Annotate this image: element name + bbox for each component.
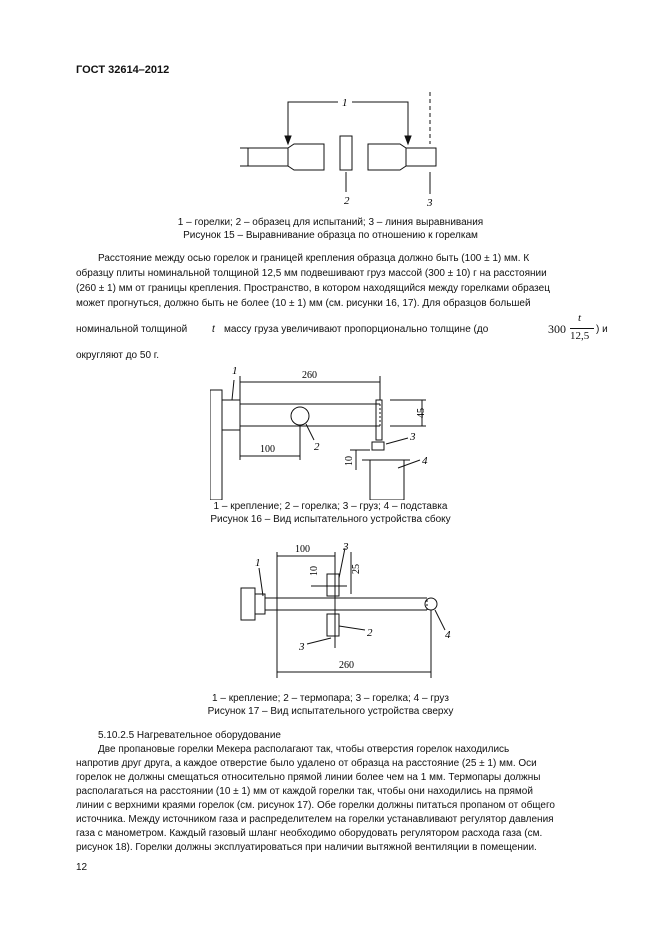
fig16-dim-100: 100: [260, 444, 275, 455]
figure-17-diagram: [235, 538, 465, 688]
line5-mid: массу груза увеличивают пропорционально толщине (до: [224, 324, 489, 335]
line5-variable: t: [212, 324, 215, 335]
paragraph-1-line-2: образцу плиты номинальной толщиной 12,5 мм подвешивают груз массой (300 ± 10) г на расстоянии: [76, 268, 547, 279]
figure-15-title: Рисунок 15 – Выравнивание образца по отношению к горелкам: [183, 230, 478, 241]
fig16-label-2: 2: [314, 441, 320, 453]
fig17-label-1: 1: [255, 557, 261, 569]
figure-16-title: Рисунок 16 – Вид испытательного устройства сбоку: [210, 514, 451, 525]
fig17-dim-10: 10: [309, 566, 320, 576]
document-header: ГОСТ 32614–2012: [76, 64, 170, 76]
formula-fraction-bar: [570, 328, 594, 329]
fig16-label-4: 4: [422, 455, 428, 467]
fig16-dim-45: 45: [416, 408, 427, 418]
paragraph-1-line-5: [76, 314, 616, 348]
section-heading: 5.10.2.5 Нагревательное оборудование: [98, 730, 281, 741]
fig15-label-3: 3: [427, 197, 433, 209]
paragraph-1-line-4: может прогнуться, должно быть не более (10 ± 1) мм (см. рисунки 16, 17). Для образцов большей: [76, 298, 531, 309]
fig17-dim-260: 260: [339, 660, 354, 671]
fig16-dim-260: 260: [302, 370, 317, 381]
section-line-3: горелок не должны смещаться относительно прямой линии более чем на 1 мм. Термопары должны: [76, 772, 541, 783]
fig17-dim-100: 100: [295, 544, 310, 555]
section-line-8: рисунок 18). Горелки должны эксплуатироваться при наличии вытяжной вентиляции в помещении.: [76, 842, 537, 853]
line5-end: ) и: [596, 324, 608, 335]
fig16-label-1: 1: [232, 365, 238, 377]
line5-start: номинальной толщиной: [76, 324, 188, 335]
formula-denominator: 12,5: [570, 330, 590, 342]
page-number: 12: [76, 862, 88, 873]
section-line-4: располагаться на расстоянии (10 ± 1) мм от каждой горелки так, чтобы они находились на прямой: [76, 786, 533, 797]
section-line-5: линии с верхними краями горелок (см. рисунок 17). Обе горелки должны питаться пропаном от общего: [76, 800, 555, 811]
paragraph-1-line-3: (260 ± 1) мм от границы крепления. Пространство, в котором находящийся между горелками образец: [76, 283, 550, 294]
fig17-label-3: 3: [343, 541, 349, 553]
fig17-label-3b: 3: [299, 641, 305, 653]
section-line-6: источника. Между источником газа и распределителем на горелки устанавливают регулятор давления: [76, 814, 554, 825]
formula-coefficient: 300: [548, 322, 566, 336]
fig17-dim-25: 25: [351, 564, 362, 574]
section-line-7: газа с манометром. Каждый газовый шланг необходимо оборудовать регулятором расхода газа (см.: [76, 828, 543, 839]
paragraph-1-line-6: округляют до 50 г.: [76, 350, 159, 361]
section-line-1: Две пропановые горелки Мекера располагают так, чтобы отверстия горелок находились: [98, 744, 510, 755]
figure-16-diagram: [210, 360, 440, 500]
figure-17-legend: 1 – крепление; 2 – термопара; 3 – горелка; 4 – груз: [212, 693, 449, 704]
fig15-label-2: 2: [344, 195, 350, 207]
section-line-2: напротив друг друга, а каждое отверстие было удалено от образца на расстояние (25 ± 1) мм. Оси: [76, 758, 537, 769]
fig15-label-1: 1: [342, 97, 348, 109]
fig17-label-4: 4: [445, 629, 451, 641]
paragraph-1-line-1: Расстояние между осью горелок и границей крепления образца должно быть (100 ± 1) мм. К: [98, 253, 530, 264]
fig17-label-2: 2: [367, 627, 373, 639]
figure-15-diagram: [240, 92, 440, 212]
figure-16-legend: 1 – крепление; 2 – горелка; 3 – груз; 4 – подставка: [213, 501, 448, 512]
formula-numerator: t: [578, 312, 582, 324]
fig16-label-3: 3: [410, 431, 416, 443]
fig16-dim-10: 10: [344, 456, 355, 466]
figure-15-legend: 1 – горелки; 2 – образец для испытаний; 3 – линия выравнивания: [177, 217, 484, 228]
figure-17-title: Рисунок 17 – Вид испытательного устройства сверху: [207, 706, 454, 717]
